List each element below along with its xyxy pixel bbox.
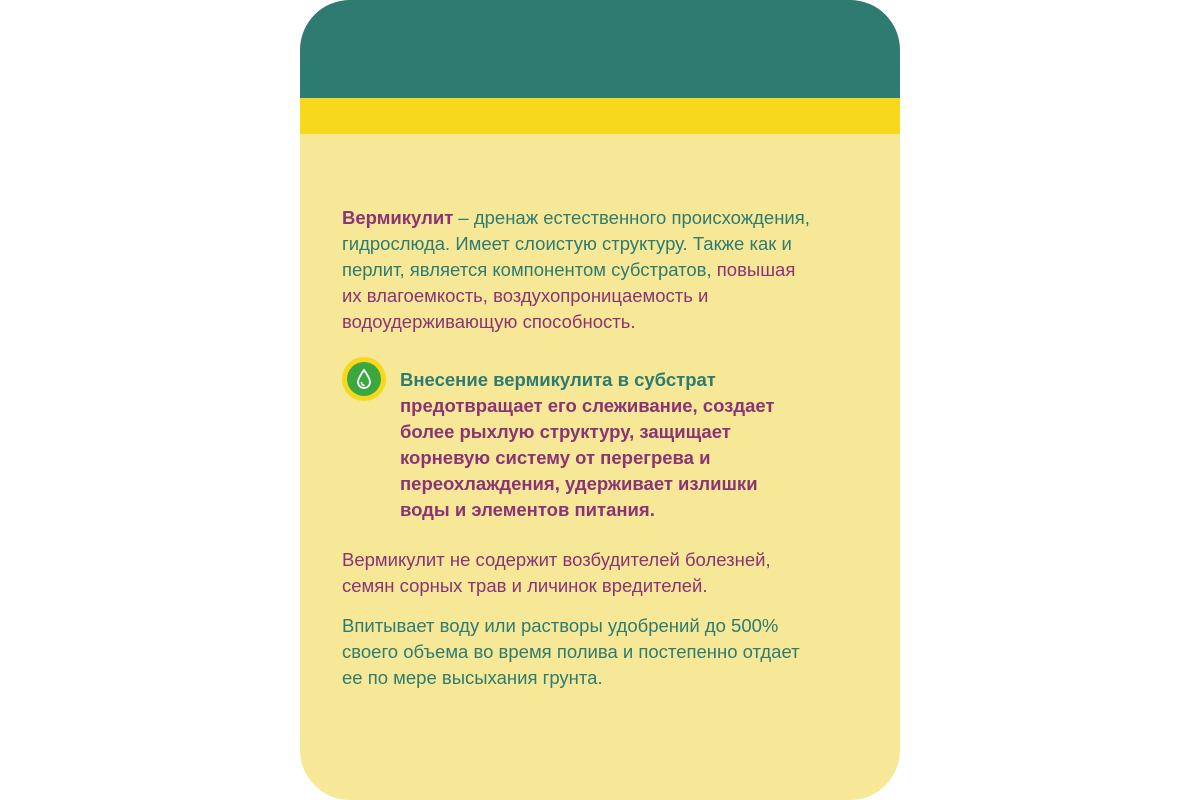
para3-line-3: ее по мере высыхания грунта.: [342, 667, 603, 688]
intro-line-4: их влагоемкость, воздухопроницаемость и: [342, 285, 709, 306]
para2-line-1: Вермикулит не содержит возбудителей болезней,: [342, 549, 771, 570]
para3-line-2: своего объема во время полива и постепенно отдает: [342, 641, 800, 662]
callout-line-2: предотвращает его слеживание, создает: [400, 395, 775, 416]
para3-line-1: Впитывает воду или растворы удобрений до 500%: [342, 615, 779, 636]
card-content: [342, 205, 862, 691]
callout-line-6: воды и элементов питания.: [400, 499, 655, 520]
callout-text: [400, 367, 862, 523]
info-card: [300, 0, 900, 800]
intro-line-1-rest: – дренаж естественного происхождения,: [453, 207, 810, 228]
card-header-band: [300, 0, 900, 98]
callout-line-4: корневую систему от перегрева и: [400, 447, 711, 468]
intro-line-3-purple: повышая: [711, 259, 796, 280]
water-drop-icon-circle: [347, 362, 381, 396]
para2-line-2: семян сорных трав и личинок вредителей.: [342, 575, 708, 596]
intro-line-3: [342, 257, 862, 283]
callout-line-3: более рыхлую структуру, защищает: [400, 421, 731, 442]
intro-term: Вермикулит: [342, 207, 454, 228]
intro-line-2: гидрослюда. Имеет слоистую структуру. Также как и: [342, 233, 792, 254]
callout-block: [342, 367, 862, 523]
water-drop-glyph: [354, 368, 374, 390]
intro-line-1: [342, 205, 862, 231]
pathogen-free-paragraph: [342, 547, 862, 599]
card-accent-stripe: [300, 98, 900, 134]
intro-line-5: водоудерживающую способность.: [342, 311, 636, 332]
intro-paragraph: [342, 205, 862, 335]
callout-line-5: переохлаждения, удерживает излишки: [400, 473, 758, 494]
callout-line-1: Внесение вермикулита в субстрат: [400, 369, 716, 390]
intro-line-3-green: перлит, является компонентом субстратов,: [342, 259, 712, 280]
absorption-paragraph: [342, 613, 862, 691]
water-drop-icon: [342, 357, 386, 401]
